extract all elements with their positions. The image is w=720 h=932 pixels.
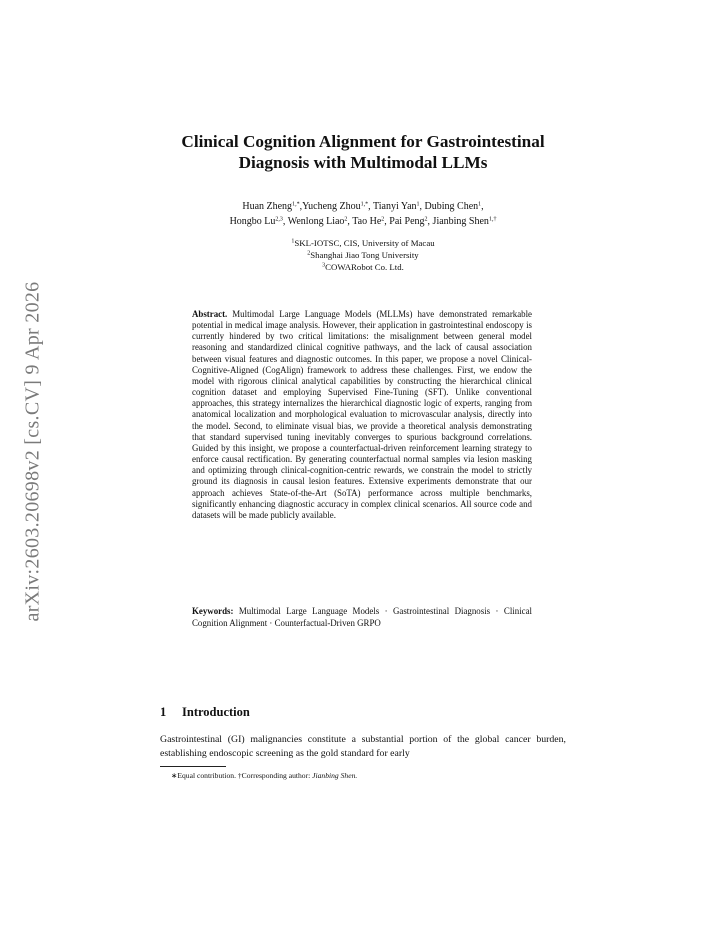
introduction-text: Gastrointestinal (GI) malignancies constitute a substantial portion of the global cancer burden, establishing endoscopic screening as the gold standard for early: [160, 734, 566, 759]
author-separator: ,: [282, 215, 288, 227]
paper-title: [150, 131, 576, 173]
section-number: 1: [160, 705, 167, 719]
author-affiliation-mark: 1,*: [360, 201, 369, 208]
author-affiliation-mark: 1: [416, 201, 420, 208]
keywords: [192, 605, 532, 629]
affiliation-text: Shanghai Jiao Tong University: [310, 250, 419, 261]
author-separator: ,: [368, 201, 373, 212]
author-affiliation-mark: 2: [424, 216, 428, 222]
abstract: [192, 309, 532, 521]
author-affiliation-mark: 1,†: [488, 216, 497, 222]
arxiv-identifier-text: arXiv:2603.20698v2 [cs.CV] 9 Apr 2026: [21, 281, 44, 621]
introduction-paragraph: [160, 733, 566, 760]
author-name: Yucheng Zhou: [302, 201, 361, 212]
author-name: Dubing Chen: [424, 201, 479, 212]
author-affiliation-mark: 1,*: [292, 201, 300, 208]
affiliation-text: COWARobot Co. Ltd.: [325, 262, 404, 273]
author-separator: ,: [427, 215, 433, 227]
section-heading-introduction: [160, 705, 250, 720]
footnote-text: ∗Equal contribution. †Corresponding author:: [171, 771, 313, 780]
author-name: Jianbing Shen: [432, 215, 489, 227]
author-list: [150, 200, 576, 229]
author-separator: ,: [384, 215, 390, 227]
author-name: Tao He: [352, 215, 382, 227]
affiliation-list: [150, 237, 576, 274]
affiliation-item: [150, 249, 576, 261]
affiliation-mark: 2: [307, 250, 311, 257]
affiliation-text: SKL-IOTSC, CIS, University of Macau: [294, 238, 435, 248]
affiliation-mark: 3: [322, 262, 326, 269]
author-affiliation-mark: 2,3: [275, 216, 283, 222]
author-name: Wenlong Liao: [287, 215, 345, 227]
author-name: Hongbo Lu: [229, 215, 276, 227]
keywords-text: Multimodal Large Language Models · Gastrointestinal Diagnosis · Clinical Cognition Alignment · Counterfactual-Driven GRPO: [192, 606, 533, 628]
paper-title-line-2: Diagnosis with Multimodal LLMs: [238, 153, 488, 172]
author-separator: ,: [347, 215, 353, 227]
author-name: Tianyi Yan: [373, 201, 417, 212]
author-separator: ,: [481, 201, 484, 212]
author-name: Huan Zheng: [242, 201, 293, 212]
author-separator: ,: [299, 201, 303, 212]
author-line-2: [150, 215, 576, 230]
footnote-divider: [160, 766, 226, 767]
author-line-1: [150, 200, 576, 215]
affiliation-item: [150, 237, 576, 249]
paper-title-line-1: Clinical Cognition Alignment for Gastrointestinal: [181, 132, 545, 151]
footnote: [171, 771, 357, 781]
author-separator: ,: [419, 201, 425, 212]
affiliation-mark: 1: [291, 238, 295, 245]
author-affiliation-mark: 1: [478, 201, 482, 208]
arxiv-identifier: [14, 265, 52, 637]
abstract-text: Multimodal Large Language Models (MLLMs) have demonstrated remarkable potential in medical image analysis. However, their application in gastrointestinal endoscopy is currently hindered by two critical limitations: the misalignment between general model reasoning and standardized clinical cognitive pathways, and the lack of causal association between visual features and diagnostic outcomes. In this paper, we propose a novel Clinical-Cognitive-Aligned (CogAlign) framework to address these challenges. First, we endow the model with rigorous clinical analytical capabilities by constructing the hierarchical clinical cognition dataset and employing Supervised Fine-Tuning (SFT). Unlike conventional approaches, this strategy internalizes the hierarchical diagnostic logic of experts, ranging from anatomical localization and morphological evaluation to microvascular analysis, directly into the model. Second, to eliminate visual bias, we provide a theoretical analysis demonstrating that standard supervised tuning inevitably converges to spurious background correlations. Guided by this insight, we propose a counterfactual-driven reinforcement learning strategy to enforce causal rectification. By generating counterfactual normal samples via lesion masking and optimizing through clinical-cognition-centric rewards, we constrain the model to strictly ground its diagnosis in causal lesion features. Extensive experiments demonstrate that our approach achieves State-of-the-Art (SoTA) performance across multiple benchmarks, significantly enhancing diagnostic accuracy in complex clinical scenarios. All source code and datasets will be made publicly available.: [192, 309, 532, 520]
author-name: Pai Peng: [389, 215, 425, 227]
keywords-label: Keywords:: [192, 606, 234, 616]
section-title: Introduction: [182, 705, 250, 719]
footnote-author: Jianbing Shen.: [312, 771, 358, 780]
author-affiliation-mark: 2: [381, 216, 385, 222]
abstract-label: Abstract.: [192, 309, 228, 319]
affiliation-item: [150, 261, 576, 273]
author-affiliation-mark: 2: [344, 216, 348, 222]
